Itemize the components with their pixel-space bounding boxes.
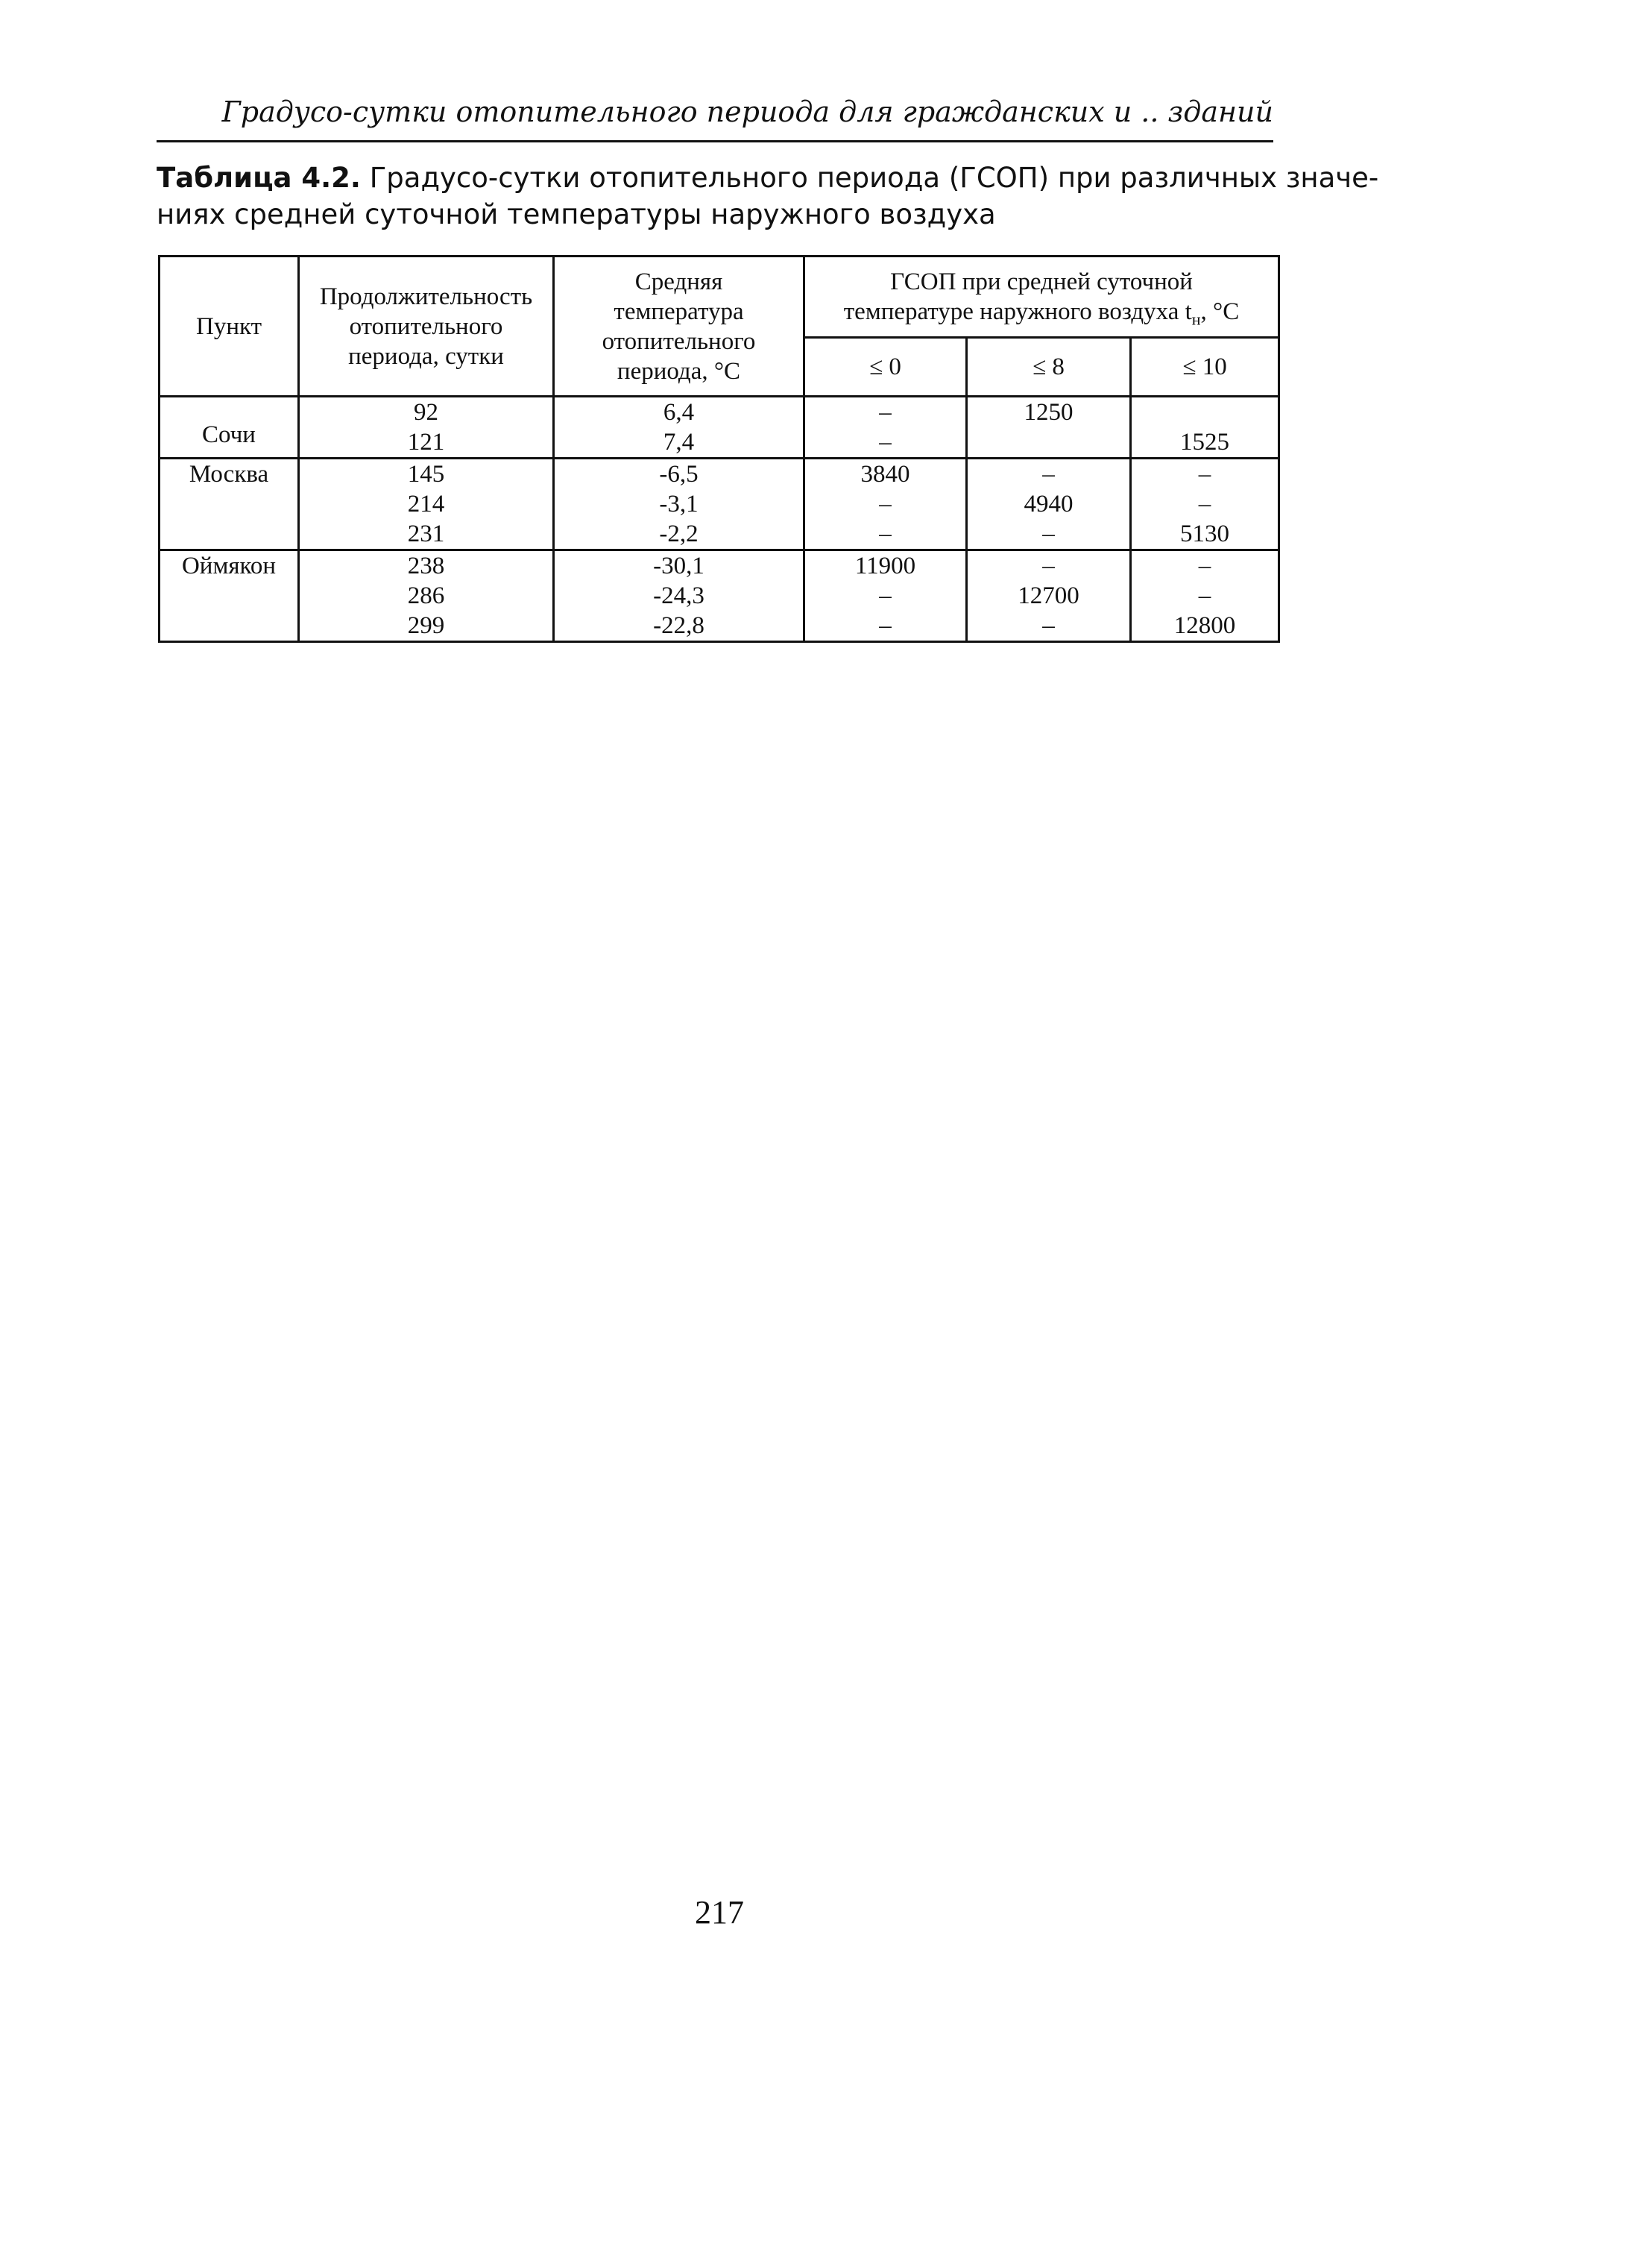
cell-value: 6,4 <box>663 399 695 426</box>
cell-value: 299 <box>407 612 445 639</box>
table-row <box>160 397 1279 459</box>
header-gsop-text: температуре наружного воздуха t <box>843 298 1192 325</box>
gsop-le8-cell <box>967 397 1131 459</box>
cell-value: – <box>1198 553 1211 579</box>
table-row <box>160 459 1279 550</box>
caption-text-2: ниях средней суточной температуры наружного воздуха <box>157 198 996 230</box>
cell-value: – <box>1198 491 1211 518</box>
gsop-table <box>158 255 1280 643</box>
cell-value: – <box>1198 582 1211 609</box>
city-cell: Москва <box>160 459 299 550</box>
cell-value <box>1132 397 1278 427</box>
header-duration-line: Продолжительность <box>319 283 533 310</box>
gsop-le10-cell <box>1131 550 1279 642</box>
cell-value: 238 <box>407 553 445 579</box>
header-temp-line: периода, °С <box>617 357 741 385</box>
header-threshold-0: ≤ 0 <box>804 338 967 397</box>
header-duration <box>299 257 554 397</box>
cell-value: 214 <box>407 491 445 518</box>
cell-value: 12700 <box>1018 582 1079 609</box>
header-threshold-8: ≤ 8 <box>967 338 1131 397</box>
cell-value: -2,2 <box>659 520 699 547</box>
duration-cell <box>299 397 554 459</box>
cell-value: 4940 <box>1024 491 1074 518</box>
cell-value: 1250 <box>1024 399 1074 426</box>
duration-cell <box>299 459 554 550</box>
cell-value: -22,8 <box>653 612 704 639</box>
city-cell: Сочи <box>160 397 299 459</box>
header-gsop-line <box>805 297 1278 327</box>
cell-value: – <box>1042 520 1055 547</box>
page-number: 217 <box>695 1894 744 1931</box>
header-duration-line: отопительного <box>349 312 503 340</box>
cell-value <box>968 427 1129 457</box>
cell-value: 92 <box>414 399 438 426</box>
header-gsop-group <box>804 257 1279 338</box>
duration-cell <box>299 550 554 642</box>
cell-value: – <box>1198 461 1211 488</box>
cell-value: 1525 <box>1180 429 1230 456</box>
gsop-le10-cell <box>1131 397 1279 459</box>
gsop-le0-cell <box>804 397 967 459</box>
header-temp-line: Средняя <box>634 268 723 295</box>
cell-value: 7,4 <box>663 429 695 456</box>
gsop-le0-cell <box>804 550 967 642</box>
table-body <box>160 397 1279 642</box>
cell-value: 231 <box>407 520 445 547</box>
cell-value: – <box>1042 612 1055 639</box>
table-caption <box>157 160 1379 233</box>
cell-value: -30,1 <box>653 553 704 579</box>
cell-value: 286 <box>407 582 445 609</box>
temp-cell <box>554 397 804 459</box>
caption-label: Таблица 4.2. <box>157 162 361 194</box>
gsop-le8-cell <box>967 550 1131 642</box>
running-header: Градусо-сутки отопительного периода для гражданских и .. зданий <box>157 95 1273 142</box>
cell-value: 3840 <box>860 461 910 488</box>
header-row-1 <box>160 257 1279 338</box>
cell-value: 145 <box>407 461 445 488</box>
header-duration-line: периода, сутки <box>348 342 504 370</box>
gsop-le8-cell <box>967 459 1131 550</box>
cell-value: 121 <box>407 429 445 456</box>
cell-value: – <box>879 491 892 518</box>
header-city: Пункт <box>160 257 299 397</box>
header-temp-line: температура <box>614 298 744 325</box>
cell-value: – <box>879 399 892 426</box>
header-avg-temp <box>554 257 804 397</box>
header-gsop-subscript: н <box>1191 309 1201 329</box>
cell-value: – <box>879 612 892 639</box>
cell-value: – <box>879 429 892 456</box>
city-cell: Оймякон <box>160 550 299 642</box>
cell-value: -24,3 <box>653 582 704 609</box>
gsop-le0-cell <box>804 459 967 550</box>
cell-value: -3,1 <box>659 491 699 518</box>
header-gsop-line: ГСОП при средней суточной <box>890 268 1193 295</box>
cell-value: – <box>1042 553 1055 579</box>
cell-value: – <box>1042 461 1055 488</box>
cell-value: 11900 <box>854 553 916 579</box>
header-threshold-10: ≤ 10 <box>1131 338 1279 397</box>
cell-value: – <box>879 582 892 609</box>
header-temp-line: отопительного <box>602 327 756 355</box>
temp-cell <box>554 550 804 642</box>
temp-cell <box>554 459 804 550</box>
cell-value: 12800 <box>1173 612 1236 639</box>
caption-text-1: Градусо-сутки отопительного периода (ГСОП) при различных значе- <box>360 162 1379 194</box>
cell-value: – <box>879 520 892 547</box>
gsop-le10-cell <box>1131 459 1279 550</box>
cell-value: -6,5 <box>659 461 699 488</box>
caption-line-1 <box>157 160 1379 196</box>
header-gsop-unit: , °С <box>1200 298 1240 325</box>
table-row <box>160 550 1279 642</box>
cell-value: 5130 <box>1180 520 1230 547</box>
